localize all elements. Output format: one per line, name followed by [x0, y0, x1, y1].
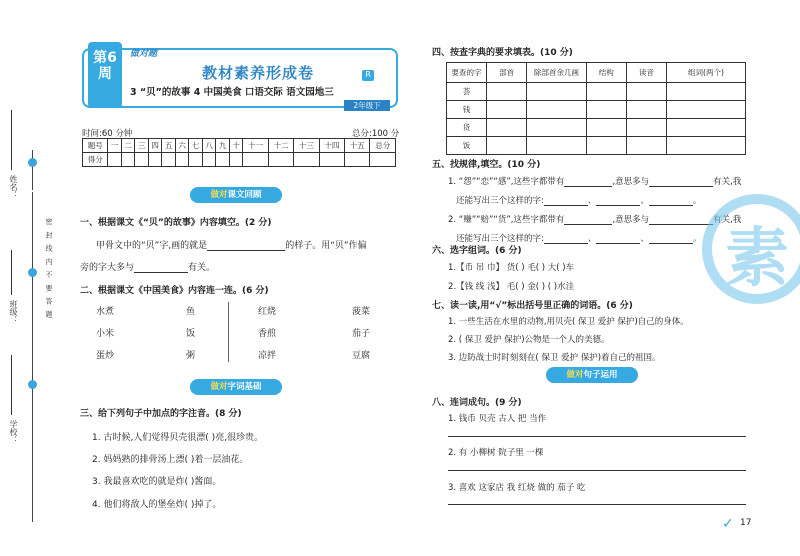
match-word[interactable]: 小米: [96, 329, 115, 339]
dict-answer-cell[interactable]: [586, 83, 626, 101]
q7-title: 七、读一读,用“√”标出括号里正确的词语。(6 分): [432, 301, 633, 311]
dict-header-cell: 除部首余几画: [527, 63, 587, 83]
q3-item: 3. 我最喜欢吃的就是炸( )酱面。: [92, 477, 222, 487]
page-title: 教材素养形成卷: [202, 64, 315, 82]
score-header-cell: 六: [175, 139, 189, 153]
score-header-cell: 十一: [243, 139, 268, 153]
score-cell[interactable]: [162, 153, 176, 167]
dict-answer-cell[interactable]: [487, 101, 527, 119]
seal-notice: 密 封 线 内 不 要 答 题: [45, 218, 53, 320]
q3-title: 三、给下列句子中加点的字注音。(8 分): [80, 409, 242, 419]
match-word[interactable]: 饭: [186, 329, 196, 339]
dict-answer-cell[interactable]: [626, 119, 666, 137]
dict-header-cell: 读音: [626, 63, 666, 83]
binding-hole: [28, 268, 37, 277]
match-divider: [228, 302, 229, 362]
header-banner: [82, 44, 394, 110]
q2-title: 二、根据课文《中国美食》内容连一连。(6 分): [80, 286, 269, 296]
q6-row: 1.【币 吊 巾】 货( ) 毛( ) 大( )车: [448, 263, 575, 273]
dict-answer-cell[interactable]: [586, 137, 626, 155]
score-header-cell: 五: [162, 139, 176, 153]
score-row-label: 得分: [83, 153, 108, 167]
name-label: 姓名：: [9, 175, 18, 199]
q6-row: 2.【钱 线 浅】 毛( ) 金( ) ( )水洼: [448, 282, 575, 292]
match-word[interactable]: 茄子: [352, 329, 371, 339]
score-header-cell: 十四: [319, 139, 344, 153]
q8-item: 1. 钱币 贝壳 古人 把 当作: [448, 414, 547, 424]
dictionary-table: [446, 62, 746, 155]
q7-item: 2. ( 保卫 爱护 保护)公物是一个人的美德。: [448, 335, 610, 345]
q5-blank[interactable]: [544, 196, 588, 206]
match-word[interactable]: 鱼: [186, 307, 196, 317]
q1-line1: 甲骨文中的“贝”字,画的就是 的样子。用“贝”作偏: [96, 241, 367, 251]
dict-answer-cell[interactable]: [666, 137, 745, 155]
grade-tag: 2年级下: [344, 100, 390, 111]
dict-header-cell: 结构: [586, 63, 626, 83]
dict-answer-cell[interactable]: [527, 119, 587, 137]
section-pill-reading: 做对课文回顾: [190, 187, 282, 203]
q5-blank[interactable]: [544, 234, 588, 244]
answer-line[interactable]: [448, 470, 746, 471]
score-table: [82, 138, 396, 167]
match-word[interactable]: 菠菜: [352, 307, 371, 317]
q5-blank[interactable]: [649, 177, 713, 187]
score-cell[interactable]: [370, 153, 396, 167]
dict-answer-cell[interactable]: [527, 83, 587, 101]
score-header-cell: 总分: [370, 139, 396, 153]
q8-item: 2. 有 小柳树 院子里 一棵: [448, 448, 544, 458]
dict-header-cell: 部首: [487, 63, 527, 83]
brand-logo: 做对题: [130, 49, 158, 59]
check-mark-icon: ✓: [722, 516, 734, 532]
score-header-cell: 四: [148, 139, 162, 153]
score-header-cell: 十三: [294, 139, 319, 153]
dict-char-cell: 货: [447, 119, 487, 137]
score-cell[interactable]: [121, 153, 135, 167]
score-cell[interactable]: [216, 153, 230, 167]
score-header-cell: 十五: [345, 139, 370, 153]
q7-item: 3. 边防战士时时刻刻在( 保卫 爱护 保护)着自己的祖国。: [448, 353, 661, 363]
q4-title: 四、按查字典的要求填表。(10 分): [432, 48, 573, 58]
q5-blank[interactable]: [649, 234, 693, 244]
q5-blank[interactable]: [564, 215, 612, 225]
binding-line: [32, 192, 33, 522]
q5-line: 1. “怨”“恋”“感”,这些字都带有 ,意思多与 有关,我: [448, 177, 742, 187]
q5-blank[interactable]: [649, 196, 693, 206]
section-pill-words: 做对字词基础: [190, 379, 282, 395]
watermark-seal: 素: [702, 194, 800, 304]
dict-answer-cell[interactable]: [487, 119, 527, 137]
q5-blank[interactable]: [564, 177, 612, 187]
q7-item: 1. 一些生活在水里的动物,用贝壳( 保卫 爱护 保护)自己的身体。: [448, 317, 689, 327]
q8-item: 3. 喜欢 这家店 我 红烧 做的 茄子 吃: [448, 483, 586, 493]
score-cell[interactable]: [189, 153, 203, 167]
q5-line: 还能写出三个这样的字: 、 、 。: [456, 196, 702, 206]
score-cell[interactable]: [148, 153, 162, 167]
dict-answer-cell[interactable]: [487, 83, 527, 101]
dict-answer-cell[interactable]: [666, 83, 745, 101]
match-word[interactable]: 香煎: [258, 329, 277, 339]
dict-answer-cell[interactable]: [487, 137, 527, 155]
school-line: [11, 355, 12, 415]
total-score: 总分:100 分: [352, 129, 400, 139]
match-word[interactable]: 凉拌: [258, 351, 277, 361]
score-cell[interactable]: [135, 153, 149, 167]
dict-answer-cell[interactable]: [626, 137, 666, 155]
time-limit: 时间:60 分钟: [82, 129, 133, 139]
q5-line: 还能写出三个这样的字: 、 、 。: [456, 234, 702, 244]
match-word[interactable]: 红烧: [258, 307, 277, 317]
page-number: 17: [740, 518, 752, 528]
q1-title: 一、根据课文《“贝”的故事》内容填空。(2 分): [80, 218, 272, 228]
score-cell[interactable]: [175, 153, 189, 167]
binding-hole: [28, 158, 37, 167]
dict-answer-cell[interactable]: [586, 119, 626, 137]
dict-char-cell: 饭: [447, 137, 487, 155]
score-cell[interactable]: [294, 153, 319, 167]
score-header-cell: 三: [135, 139, 149, 153]
score-cell[interactable]: [268, 153, 293, 167]
dict-answer-cell[interactable]: [527, 137, 587, 155]
q5-blank[interactable]: [596, 234, 640, 244]
match-word[interactable]: 豆腐: [352, 351, 371, 361]
q1-blank[interactable]: [207, 241, 285, 251]
edition-badge: R: [362, 70, 374, 81]
match-word[interactable]: 蛋炒: [96, 351, 115, 361]
week-badge: 第6周: [88, 42, 122, 108]
dict-header-cell: 要查的字: [447, 63, 487, 83]
binding-line: [32, 150, 33, 190]
q5-blank[interactable]: [596, 196, 640, 206]
score-header-cell: 题号: [83, 139, 108, 153]
dict-answer-cell[interactable]: [666, 119, 745, 137]
score-header-cell: 十二: [268, 139, 293, 153]
q5-blank[interactable]: [649, 215, 713, 225]
dict-answer-cell[interactable]: [666, 101, 745, 119]
dict-char-cell: 钱: [447, 101, 487, 119]
score-header-cell: 九: [216, 139, 230, 153]
score-cell[interactable]: [345, 153, 370, 167]
match-word[interactable]: 水煮: [96, 307, 115, 317]
score-cell[interactable]: [319, 153, 344, 167]
score-header-cell: 二: [121, 139, 135, 153]
dict-answer-cell[interactable]: [527, 101, 587, 119]
dict-header-cell: 组词(两个): [666, 63, 745, 83]
score-cell[interactable]: [108, 153, 122, 167]
dict-char-cell: 荟: [447, 83, 487, 101]
q6-title: 六、选字组词。(6 分): [432, 246, 522, 256]
q3-item: 2. 妈妈熟的排骨汤上漂( )着一层油花。: [92, 455, 249, 465]
score-header-cell: 八: [202, 139, 216, 153]
match-word[interactable]: 粥: [186, 351, 196, 361]
q5-title: 五、找规律,填空。(10 分): [432, 160, 541, 170]
score-cell[interactable]: [202, 153, 216, 167]
school-label: 学校：: [9, 420, 18, 444]
q3-item: 1. 古时候,人们觉得贝壳很漂( )亮,很珍贵。: [92, 433, 264, 443]
score-header-cell: 十: [229, 139, 243, 153]
dict-answer-cell[interactable]: [626, 101, 666, 119]
score-header-cell: 一: [108, 139, 122, 153]
score-cell[interactable]: [229, 153, 243, 167]
page-subtitle: 3 “贝”的故事 4 中国美食 口语交际 语文园地三: [130, 87, 334, 98]
q3-item: 4. 他们将敌人的堡垒炸( )掉了。: [92, 500, 222, 510]
class-label: 班级：: [9, 300, 18, 324]
dict-answer-cell[interactable]: [626, 83, 666, 101]
q5-line: 2. “赚”“赔”“货”,这些字都带有 ,意思多与 有关,我: [448, 215, 742, 225]
score-header-cell: 七: [189, 139, 203, 153]
class-line: [11, 250, 12, 295]
section-pill-sentence: 做对句子运用: [546, 367, 638, 383]
binding-hole: [28, 380, 37, 389]
q1-blank[interactable]: [134, 263, 188, 273]
answer-line[interactable]: [448, 504, 746, 505]
answer-line[interactable]: [448, 436, 746, 437]
q8-title: 八、连词成句。(9 分): [432, 398, 522, 408]
name-line: [11, 110, 12, 170]
q1-line2: 旁的字大多与 有关。: [80, 263, 216, 273]
score-cell[interactable]: [243, 153, 268, 167]
dict-answer-cell[interactable]: [586, 101, 626, 119]
